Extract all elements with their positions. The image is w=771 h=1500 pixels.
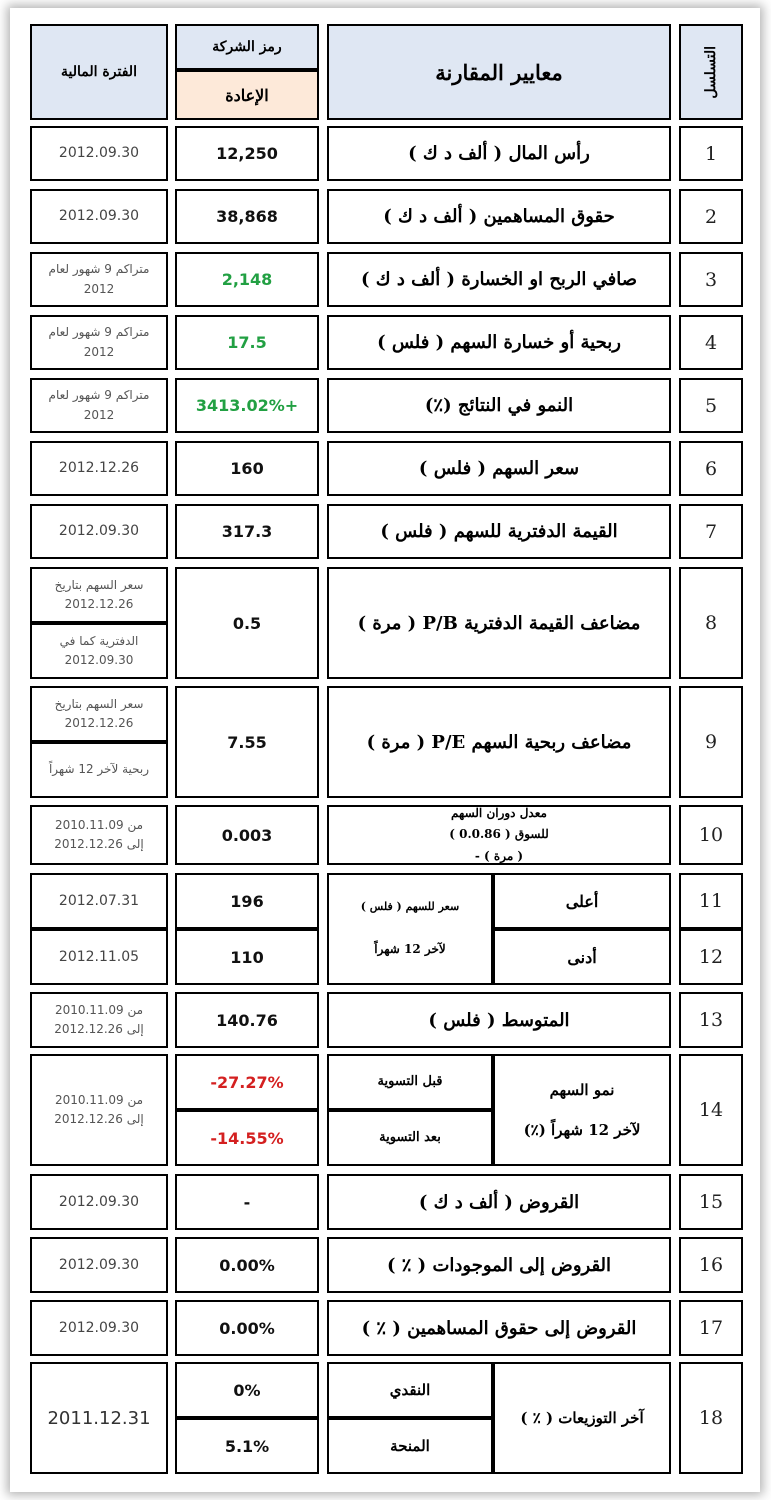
row3-serial	[679, 252, 743, 307]
row13-period	[30, 992, 168, 1048]
row4-value-text: 17.5	[227, 333, 267, 352]
row10-period-to: إلى 2012.12.26	[54, 837, 144, 851]
row8-serial-text: 8	[704, 612, 718, 634]
row8-value	[175, 567, 319, 679]
row13-criteria-text: المتوسط ( فلس )	[428, 1009, 570, 1031]
row14-criteria-line1: نمو السهم	[549, 1080, 615, 1099]
row14-period-from: من 2010.11.09	[54, 1092, 144, 1107]
row17-value	[175, 1300, 319, 1356]
row1-value	[175, 126, 319, 181]
row14-after-text: بعد التسوية	[379, 1130, 441, 1146]
row9-criteria	[327, 686, 671, 798]
row16-serial-text: 16	[698, 1254, 724, 1276]
row10-criteria-line1: معدل دوران السهم	[451, 805, 547, 820]
row8-value-text: 0.5	[232, 613, 262, 633]
row6-period-text: 2012.12.26	[58, 460, 140, 477]
row10-period	[30, 805, 168, 865]
row5-value	[175, 378, 319, 433]
row9-period-eps	[30, 742, 168, 798]
row18-period-text: 2011.12.31	[47, 1407, 151, 1429]
row9-value-text: 7.55	[227, 732, 267, 752]
row13-criteria	[327, 992, 671, 1048]
header-serial-label: التسلسل	[703, 45, 719, 99]
row4-period	[30, 315, 168, 370]
row2-period-text: 2012.09.30	[58, 208, 140, 225]
row8-criteria-text: مضاعف القيمة الدفترية P/B ( مرة )	[357, 612, 641, 634]
row16-serial	[679, 1237, 743, 1293]
price-group-line1: سعر للسهم ( فلس )	[360, 900, 460, 914]
row8-period-book-text: الدفترية كما في 2012.09.30	[59, 633, 139, 667]
row11-period-text: 2012.07.31	[58, 892, 140, 909]
row3-value-text: 2,148	[221, 270, 273, 289]
header-period-label: الفترة المالية	[61, 64, 137, 80]
comparison-table	[10, 8, 760, 1492]
row1-criteria	[327, 126, 671, 181]
row2-serial-text: 2	[704, 205, 718, 228]
row1-criteria-text: رأس المال ( ألف د ك )	[408, 143, 590, 164]
row6-criteria-text: سعر السهم ( فلس )	[418, 458, 580, 479]
row4-period-text: متراكم 9 شهور لعام 2012	[48, 325, 150, 359]
row16-period	[30, 1237, 168, 1293]
row9-period-price-text: سعر السهم بتاريخ 2012.12.26	[54, 696, 144, 730]
price-group-line2: لآخر 12 شهراً	[374, 942, 446, 957]
row4-value	[175, 315, 319, 370]
row11-value-text: 196	[230, 891, 264, 911]
row12-criteria	[493, 929, 671, 985]
row10-period-from: من 2010.11.09	[54, 817, 144, 832]
row9-value	[175, 686, 319, 798]
row7-criteria	[327, 504, 671, 559]
row18-cash-text: النقدي	[389, 1380, 431, 1399]
row1-serial	[679, 126, 743, 181]
row6-criteria	[327, 441, 671, 496]
row18-bonus-label	[327, 1418, 493, 1474]
header-serial	[679, 24, 743, 120]
row7-period-text: 2012.09.30	[58, 523, 140, 540]
row13-value-text: 140.76	[216, 1010, 278, 1030]
row12-period-text: 2012.11.05	[58, 948, 140, 965]
row10-value	[175, 805, 319, 865]
header-company-name-label: الإعادة	[225, 85, 269, 105]
header-company-code-label: رمز الشركة	[212, 39, 282, 55]
row11-serial	[679, 873, 743, 929]
row8-period-price	[30, 567, 168, 623]
row14-criteria-line2: لآخر 12 شهراً (٪)	[523, 1121, 641, 1139]
row14-value-after-text: -14.55%	[210, 1128, 284, 1148]
row10-value-text: 0.003	[221, 825, 273, 845]
row17-value-text: 0.00%	[219, 1318, 275, 1338]
row13-value	[175, 992, 319, 1048]
row13-period-from: من 2010.11.09	[54, 1002, 144, 1017]
row13-serial	[679, 992, 743, 1048]
row1-period-text: 2012.09.30	[58, 145, 140, 162]
row14-criteria	[493, 1054, 671, 1166]
row4-serial	[679, 315, 743, 370]
row5-value-text: 3413.02%+	[195, 396, 299, 415]
row12-criteria-text: أدنى	[567, 947, 597, 967]
row18-cash-label	[327, 1362, 493, 1418]
row15-period	[30, 1174, 168, 1230]
row3-criteria	[327, 252, 671, 307]
row11-criteria	[493, 873, 671, 929]
row14-serial-text: 14	[698, 1099, 724, 1121]
row18-value-cash	[175, 1362, 319, 1418]
row5-period-text: متراكم 9 شهور لعام 2012	[48, 388, 150, 422]
row14-serial	[679, 1054, 743, 1166]
row17-serial	[679, 1300, 743, 1356]
price-group-label	[327, 873, 493, 985]
row12-serial	[679, 929, 743, 985]
row7-criteria-text: القيمة الدفترية للسهم ( فلس )	[380, 521, 618, 542]
header-company-name	[175, 70, 319, 120]
row16-period-text: 2012.09.30	[58, 1256, 140, 1273]
row7-value	[175, 504, 319, 559]
header-criteria	[327, 24, 671, 120]
row10-criteria-line3: ( مرة ) -	[474, 848, 524, 863]
row8-period-price-text: سعر السهم بتاريخ 2012.12.26	[54, 577, 144, 611]
row16-criteria-text: القروض إلى الموجودات ( ٪ )	[386, 1254, 612, 1276]
row7-serial-text: 7	[704, 520, 718, 543]
row15-criteria	[327, 1174, 671, 1230]
header-period	[30, 24, 168, 120]
row1-serial-text: 1	[704, 142, 718, 165]
row1-period	[30, 126, 168, 181]
row5-serial-text: 5	[704, 394, 718, 417]
row18-value-bonus	[175, 1418, 319, 1474]
row12-serial-text: 12	[698, 946, 724, 968]
row5-period	[30, 378, 168, 433]
row14-value-after	[175, 1110, 319, 1166]
row2-serial	[679, 189, 743, 244]
row15-value-text: -	[243, 1192, 251, 1212]
row6-value-text: 160	[230, 459, 264, 478]
row18-criteria	[493, 1362, 671, 1474]
row14-period-to: إلى 2012.12.26	[54, 1112, 144, 1126]
row2-criteria	[327, 189, 671, 244]
header-criteria-label: معايير المقارنة	[435, 59, 563, 85]
row13-serial-text: 13	[698, 1009, 724, 1031]
row9-period-price	[30, 686, 168, 742]
row15-serial	[679, 1174, 743, 1230]
row12-value	[175, 929, 319, 985]
row4-criteria-text: ربحية أو خسارة السهم ( فلس )	[377, 332, 621, 353]
row16-criteria	[327, 1237, 671, 1293]
row2-period	[30, 189, 168, 244]
row8-period-book	[30, 623, 168, 679]
row14-before-text: قبل التسوية	[377, 1074, 443, 1090]
row18-period	[30, 1362, 168, 1474]
row16-value-text: 0.00%	[219, 1255, 275, 1275]
row18-value-bonus-text: 5.1%	[224, 1436, 270, 1456]
row11-criteria-text: أعلى	[565, 891, 599, 911]
row15-period-text: 2012.09.30	[58, 1193, 140, 1210]
row10-serial	[679, 805, 743, 865]
row4-serial-text: 4	[704, 331, 718, 354]
row2-value-text: 38,868	[216, 207, 278, 226]
row1-value-text: 12,250	[216, 144, 278, 163]
row3-serial-text: 3	[704, 268, 718, 291]
row6-serial-text: 6	[704, 457, 718, 480]
row14-value-before	[175, 1054, 319, 1110]
row7-period	[30, 504, 168, 559]
row11-value	[175, 873, 319, 929]
row8-criteria	[327, 567, 671, 679]
row4-criteria	[327, 315, 671, 370]
row18-criteria-text: آخر التوزيعات ( ٪ )	[520, 1408, 644, 1427]
row12-value-text: 110	[230, 947, 264, 967]
row14-after-label	[327, 1110, 493, 1166]
row10-criteria-line2: للسوق ( 0.0.86 )	[449, 827, 549, 842]
row17-period	[30, 1300, 168, 1356]
row3-criteria-text: صافي الربح او الخسارة ( ألف د ك )	[360, 269, 638, 290]
row11-serial-text: 11	[698, 890, 724, 912]
row6-period	[30, 441, 168, 496]
row18-serial	[679, 1362, 743, 1474]
row10-serial-text: 10	[698, 824, 724, 846]
row17-serial-text: 17	[698, 1317, 724, 1339]
row17-criteria	[327, 1300, 671, 1356]
row6-value	[175, 441, 319, 496]
row10-criteria	[327, 805, 671, 865]
row6-serial	[679, 441, 743, 496]
row2-value	[175, 189, 319, 244]
row3-period-text: متراكم 9 شهور لعام 2012	[48, 262, 150, 296]
row5-serial	[679, 378, 743, 433]
row14-period	[30, 1054, 168, 1166]
header-company-code	[175, 24, 319, 70]
row15-criteria-text: القروض ( ألف د ك )	[418, 1191, 580, 1213]
row7-value-text: 317.3	[221, 522, 273, 541]
row2-criteria-text: حقوق المساهمين ( ألف د ك )	[383, 206, 615, 227]
row9-criteria-text: مضاعف ربحية السهم P/E ( مرة )	[366, 731, 632, 753]
row18-serial-text: 18	[698, 1407, 724, 1429]
row5-criteria	[327, 378, 671, 433]
row7-serial	[679, 504, 743, 559]
row18-bonus-text: المنحة	[390, 1436, 430, 1455]
row17-period-text: 2012.09.30	[58, 1319, 140, 1336]
row15-serial-text: 15	[698, 1191, 724, 1213]
row9-serial-text: 9	[704, 731, 718, 753]
row18-value-cash-text: 0%	[233, 1380, 261, 1400]
row14-value-before-text: -27.27%	[210, 1072, 284, 1092]
row15-value	[175, 1174, 319, 1230]
row16-value	[175, 1237, 319, 1293]
row9-period-eps-text: ربحية لآخر 12 شهراً	[48, 762, 150, 777]
row9-serial	[679, 686, 743, 798]
row17-criteria-text: القروض إلى حقوق المساهمين ( ٪ )	[361, 1317, 637, 1339]
row11-period	[30, 873, 168, 929]
row5-criteria-text: النمو في النتائج (٪)	[424, 395, 574, 416]
row14-before-label	[327, 1054, 493, 1110]
row12-period	[30, 929, 168, 985]
row8-serial	[679, 567, 743, 679]
row13-period-to: إلى 2012.12.26	[54, 1022, 144, 1036]
row3-period	[30, 252, 168, 307]
row3-value	[175, 252, 319, 307]
